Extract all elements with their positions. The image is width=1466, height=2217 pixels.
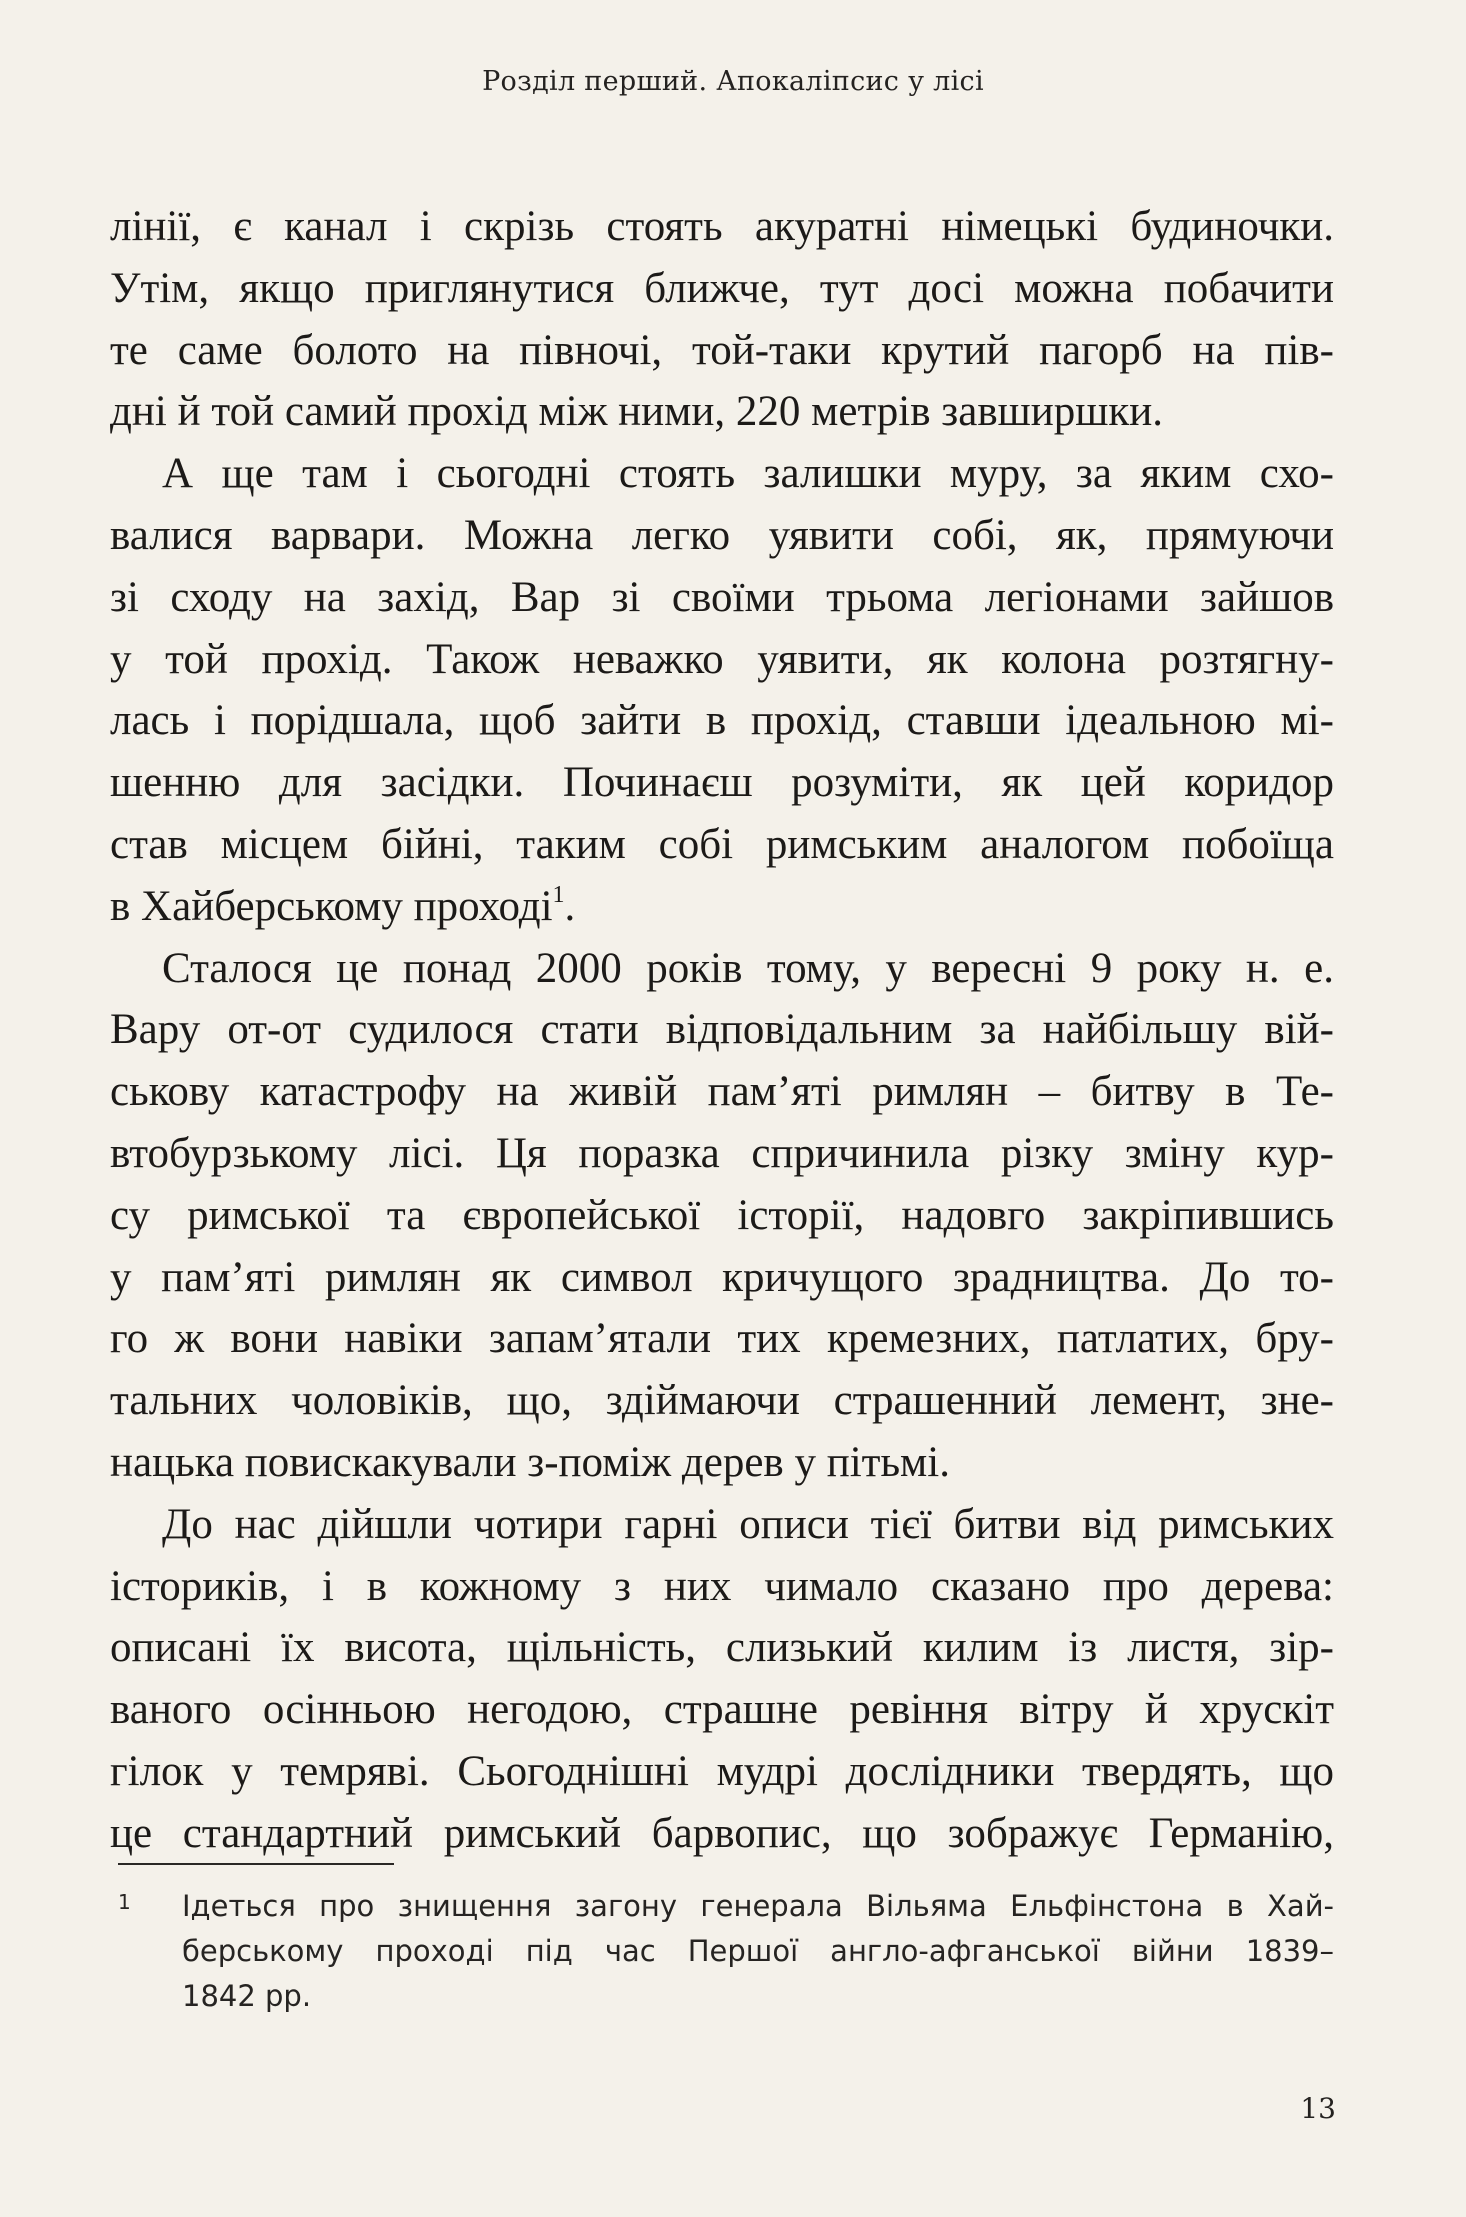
footnote-line: берському проході під час Першої англо-афганської війни 1839– (182, 1934, 1334, 1968)
text-segment: . (564, 882, 576, 930)
footnote-text (182, 1884, 1334, 2019)
text-line-with-footnote (110, 876, 1334, 938)
text-line: гілок у темряві. Сьогоднішні мудрі дослідники твердять, що (110, 1747, 1334, 1795)
text-line: втобурзькому лісі. Ця поразка спричинила різку зміну кур- (110, 1129, 1334, 1177)
footnote-divider (118, 1863, 394, 1865)
text-line: су римської та європейської історії, надовго закріпившись (110, 1191, 1334, 1239)
text-line: валися варвари. Можна легко уявити собі, як, прямуючи (110, 511, 1334, 559)
page-number: 13 (1300, 2092, 1336, 2125)
footnote-line: 1842 рр. (182, 1979, 312, 2013)
footnote-marker: 1 (118, 1890, 131, 1914)
text-line: Утім, якщо приглянутися ближче, тут досі можна побачити (110, 264, 1334, 312)
text-line: описані їх висота, щільність, слизький килим із листя, зір- (110, 1624, 1334, 1672)
text-line: Вару от-от судилося стати відповідальним за найбільшу вій- (110, 1006, 1334, 1054)
footnote-reference[interactable]: 1 (552, 881, 565, 908)
body-text (110, 196, 1334, 1865)
paragraph (110, 443, 1334, 937)
text-line: тальних чоловіків, що, здіймаючи страшенний лемент, зне- (110, 1377, 1334, 1425)
text-line: у той прохід. Також неважко уявити, як колона розтягну- (110, 635, 1334, 683)
text-line: го ж вони навіки запам’ятали тих кремезних, патлатих, бру- (110, 1315, 1334, 1363)
footnote-line: Ідеться про знищення загону генерала Вільяма Ельфінстона в Хай- (182, 1889, 1334, 1923)
text-line: у пам’яті римлян як символ кричущого зрадництва. До то- (110, 1253, 1334, 1301)
footnote (118, 1884, 1334, 2019)
text-line: ськову катастрофу на живій пам’яті римлян – битву в Те- (110, 1068, 1334, 1116)
paragraph (110, 1494, 1334, 1865)
text-line: дні й той самий прохід між ними, 220 метрів завширшки. (110, 388, 1164, 436)
text-line: лінії, є канал і скрізь стоять акуратні німецькі будиночки. (110, 203, 1334, 250)
text-line: шенню для засідки. Починаєш розуміти, як цей коридор (110, 759, 1334, 807)
text-line: А ще там і сьогодні стоять залишки муру, за яким схо- (162, 450, 1334, 498)
text-segment: в Хайберському проході (110, 882, 553, 930)
text-line: ваного осінньою негодою, страшне ревіння вітру й хрускіт (110, 1686, 1334, 1734)
text-line: став місцем бійні, таким собі римським аналогом побоїща (110, 820, 1334, 868)
paragraph (110, 196, 1334, 443)
text-line: До нас дійшли чотири гарні описи тієї битви від римських (162, 1500, 1334, 1548)
running-head: Розділ перший. Апокаліпсис у лісі (482, 66, 984, 97)
text-line: те саме болото на півночі, той-таки крутий пагорб на пів- (110, 326, 1334, 374)
text-line: це стандартний римський барвопис, що зображує Германію, (110, 1809, 1334, 1857)
text-line: істориків, і в кожному з них чимало сказано про дерева: (110, 1562, 1334, 1610)
text-line: нацька повискакували з-поміж дерев у пітьмі. (110, 1438, 950, 1486)
text-line: Сталося це понад 2000 років тому, у вересні 9 року н. е. (162, 944, 1334, 992)
text-line: зі сходу на захід, Вар зі своїми трьома легіонами зайшов (110, 573, 1334, 621)
text-line: лась і порідшала, щоб зайти в прохід, ставши ідеальною мі- (110, 697, 1334, 745)
paragraph (110, 938, 1334, 1494)
